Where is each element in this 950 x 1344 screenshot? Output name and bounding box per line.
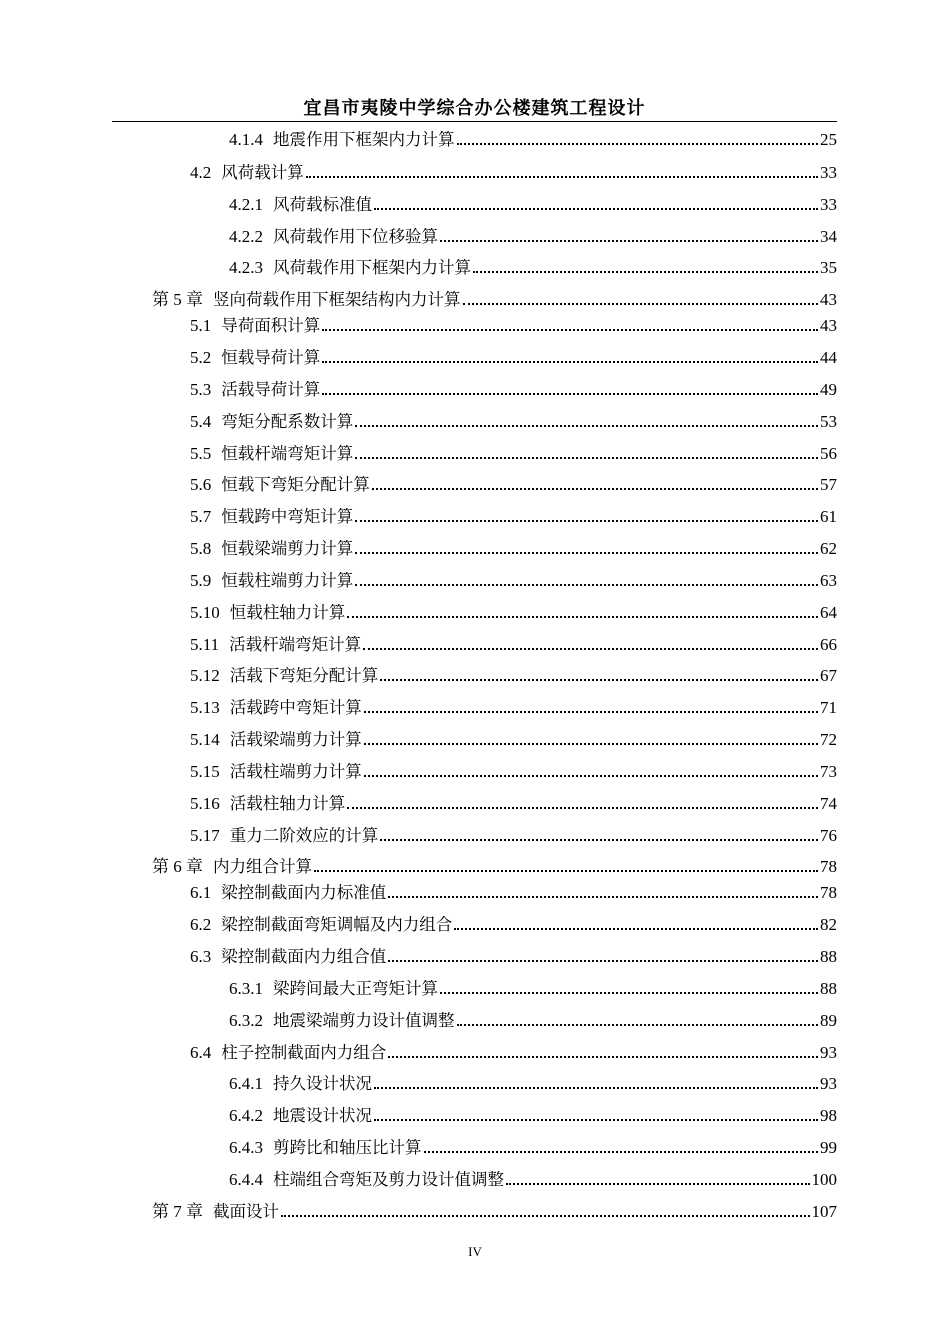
toc-entry-page-number: 71	[820, 698, 837, 717]
toc-entry-label: 弯矩分配系数计算	[221, 412, 354, 431]
toc-dot-leader	[347, 616, 818, 618]
header-rule	[112, 121, 837, 122]
toc-dot-leader	[506, 1183, 810, 1185]
toc-entry-page-number: 66	[820, 635, 837, 654]
toc-entry-page-number: 107	[811, 1202, 837, 1221]
toc-entry[interactable]	[152, 1201, 837, 1223]
toc-entry-page-number: 76	[820, 826, 837, 845]
toc-entry-page-number: 74	[820, 794, 837, 813]
toc-entry-label: 风荷载标准值	[273, 195, 372, 214]
toc-dot-leader	[388, 896, 818, 898]
toc-entry-number: 5.2	[190, 348, 212, 367]
toc-entry-number: 6.2	[190, 915, 212, 934]
toc-entry-page-number: 98	[820, 1106, 837, 1125]
toc-entry-label: 活载杆端弯矩计算	[229, 635, 362, 654]
toc-entry-number: 6.4.2	[229, 1106, 263, 1125]
toc-entry-page-number: 63	[820, 571, 837, 590]
toc-entry-number: 5.11	[190, 635, 220, 654]
toc-entry[interactable]	[229, 1073, 837, 1095]
toc-dot-leader	[306, 176, 818, 178]
toc-dot-leader	[388, 1056, 818, 1058]
toc-entry[interactable]	[190, 634, 837, 656]
toc-dot-leader	[322, 361, 818, 363]
toc-dot-leader	[322, 329, 818, 331]
toc-entry-label: 梁跨间最大正弯矩计算	[273, 979, 438, 998]
toc-entry-number: 6.4.1	[229, 1074, 263, 1093]
toc-entry-number: 5.10	[190, 603, 220, 622]
toc-entry-page-number: 61	[820, 507, 837, 526]
toc-entry[interactable]	[229, 1137, 837, 1159]
toc-entry-label: 梁控制截面内力标准值	[221, 883, 387, 902]
toc-entry[interactable]	[190, 793, 837, 815]
toc-dot-leader	[355, 425, 818, 427]
toc-dot-leader	[355, 520, 818, 522]
toc-entry[interactable]	[229, 257, 837, 279]
toc-entry-page-number: 99	[820, 1138, 837, 1157]
toc-entry-label: 内力组合计算	[213, 857, 312, 876]
toc-entry[interactable]	[229, 1169, 837, 1191]
toc-entry-page-number: 33	[820, 195, 837, 214]
toc-entry-number: 5.12	[190, 666, 220, 685]
toc-entry-number: 5.15	[190, 762, 220, 781]
toc-entry-label: 导荷面积计算	[221, 316, 321, 335]
toc-entry-label: 风荷载作用下位移验算	[273, 227, 438, 246]
toc-entry-number: 5.1	[190, 316, 212, 335]
toc-dot-leader	[322, 393, 818, 395]
toc-entry-label: 恒载梁端剪力计算	[221, 539, 354, 558]
toc-entry-page-number: 73	[820, 762, 837, 781]
toc-entry-number: 5.16	[190, 794, 220, 813]
toc-entry[interactable]	[190, 443, 837, 465]
page-header-title: 宜昌市夷陵中学综合办公楼建筑工程设计	[303, 98, 646, 119]
toc-entry[interactable]	[229, 194, 837, 216]
toc-entry-label: 地震梁端剪力设计值调整	[273, 1011, 455, 1030]
toc-dot-leader	[281, 1215, 810, 1217]
toc-entry-number: 5.3	[190, 380, 212, 399]
toc-entry-label: 活载梁端剪力计算	[229, 730, 362, 749]
toc-entry-label: 竖向荷载作用下框架结构内力计算	[213, 290, 461, 309]
toc-entry-page-number: 88	[820, 947, 837, 966]
toc-entry-number: 4.2.2	[229, 227, 263, 246]
toc-entry[interactable]	[190, 347, 837, 369]
toc-entry-label: 活载下弯矩分配计算	[229, 666, 379, 685]
toc-entry-number: 4.1.4	[229, 130, 263, 149]
toc-entry-page-number: 33	[820, 163, 837, 182]
toc-entry[interactable]	[190, 914, 837, 936]
toc-entry-label: 风荷载计算	[221, 163, 304, 182]
toc-entry-label: 截面设计	[213, 1202, 279, 1221]
toc-entry[interactable]	[190, 1042, 837, 1064]
toc-dot-leader	[374, 208, 818, 210]
toc-entry[interactable]	[190, 665, 837, 687]
toc-entry[interactable]	[190, 946, 837, 968]
toc-entry-page-number: 53	[820, 412, 837, 431]
toc-dot-leader	[374, 1119, 818, 1121]
toc-entry[interactable]	[152, 856, 837, 878]
toc-entry-label: 恒载导荷计算	[221, 348, 321, 367]
toc-dot-leader	[380, 839, 818, 841]
toc-entry-number: 6.3.1	[229, 979, 263, 998]
toc-entry-page-number: 88	[820, 979, 837, 998]
toc-entry-page-number: 64	[820, 603, 837, 622]
toc-entry-number: 5.9	[190, 571, 212, 590]
toc-entry-number: 5.14	[190, 730, 220, 749]
toc-entry-label: 活载柱轴力计算	[229, 794, 346, 813]
toc-entry-label: 剪跨比和轴压比计算	[273, 1138, 422, 1157]
toc-dot-leader	[372, 488, 818, 490]
toc-entry-number: 4.2.3	[229, 258, 263, 277]
toc-dot-leader	[440, 240, 818, 242]
toc-entry-page-number: 43	[820, 290, 837, 309]
toc-entry-number: 5.7	[190, 507, 212, 526]
toc-entry-label: 柱子控制截面内力组合	[221, 1043, 387, 1062]
toc-dot-leader	[457, 1024, 819, 1026]
toc-entry-number: 第 5 章	[152, 290, 203, 309]
toc-entry-page-number: 82	[820, 915, 837, 934]
toc-entry-page-number: 100	[811, 1170, 837, 1189]
toc-dot-leader	[473, 271, 818, 273]
toc-entry-label: 恒载下弯矩分配计算	[221, 475, 370, 494]
toc-entry-page-number: 93	[820, 1074, 837, 1093]
toc-entry-page-number: 25	[820, 130, 837, 149]
toc-entry-label: 恒载柱轴力计算	[229, 603, 346, 622]
toc-entry-number: 5.4	[190, 412, 212, 431]
toc-entry-label: 地震作用下框架内力计算	[273, 130, 455, 149]
toc-entry[interactable]	[190, 162, 837, 184]
toc-entry-page-number: 72	[820, 730, 837, 749]
toc-entry[interactable]	[190, 411, 837, 433]
toc-dot-leader	[355, 552, 818, 554]
toc-entry-number: 6.4	[190, 1043, 212, 1062]
toc-entry-page-number: 78	[820, 883, 837, 902]
toc-entry-label: 活载柱端剪力计算	[229, 762, 362, 781]
toc-dot-leader	[457, 143, 819, 145]
toc-entry-page-number: 44	[820, 348, 837, 367]
toc-dot-leader	[355, 584, 818, 586]
toc-entry[interactable]	[190, 761, 837, 783]
toc-entry-number: 6.4.3	[229, 1138, 263, 1157]
toc-dot-leader	[364, 711, 818, 713]
toc-entry-label: 梁控制截面弯矩调幅及内力组合	[221, 915, 453, 934]
toc-entry-number: 5.8	[190, 539, 212, 558]
toc-entry-label: 风荷载作用下框架内力计算	[273, 258, 471, 277]
toc-entry-label: 梁控制截面内力组合值	[221, 947, 387, 966]
toc-entry-label: 活载跨中弯矩计算	[229, 698, 362, 717]
toc-entry[interactable]	[190, 825, 837, 847]
toc-dot-leader	[374, 1087, 818, 1089]
toc-dot-leader	[454, 928, 818, 930]
toc-entry-label: 恒载柱端剪力计算	[221, 571, 354, 590]
toc-entry-page-number: 78	[820, 857, 837, 876]
toc-entry-page-number: 43	[820, 316, 837, 335]
toc-dot-leader	[314, 870, 818, 872]
toc-dot-leader	[463, 303, 819, 305]
toc-entry-number: 第 7 章	[152, 1202, 203, 1221]
toc-entry-page-number: 56	[820, 444, 837, 463]
toc-entry-number: 5.17	[190, 826, 220, 845]
toc-entry[interactable]	[190, 729, 837, 751]
toc-entry[interactable]	[229, 1105, 837, 1127]
toc-dot-leader	[355, 457, 818, 459]
toc-dot-leader	[347, 807, 818, 809]
toc-entry[interactable]	[190, 379, 837, 401]
toc-entry-number: 6.3	[190, 947, 212, 966]
toc-entry-page-number: 62	[820, 539, 837, 558]
toc-entry-page-number: 89	[820, 1011, 837, 1030]
toc-entry-page-number: 93	[820, 1043, 837, 1062]
toc-entry[interactable]	[229, 978, 837, 1000]
toc-entry-label: 恒载跨中弯矩计算	[221, 507, 354, 526]
toc-entry-number: 6.4.4	[229, 1170, 263, 1189]
toc-entry-label: 柱端组合弯矩及剪力设计值调整	[273, 1170, 504, 1189]
toc-entry-number: 5.13	[190, 698, 220, 717]
toc-dot-leader	[363, 648, 818, 650]
toc-dot-leader	[388, 960, 818, 962]
toc-entry[interactable]	[190, 315, 837, 337]
toc-entry-number: 6.1	[190, 883, 212, 902]
toc-entry[interactable]	[190, 570, 837, 592]
toc-entry[interactable]	[152, 289, 837, 311]
toc-entry-page-number: 57	[820, 475, 837, 494]
toc-entry-page-number: 34	[820, 227, 837, 246]
toc-entry-number: 5.6	[190, 475, 212, 494]
toc-entry-label: 活载导荷计算	[221, 380, 321, 399]
toc-entry-number: 5.5	[190, 444, 212, 463]
toc-entry-page-number: 35	[820, 258, 837, 277]
toc-entry[interactable]	[229, 1010, 837, 1032]
toc-entry-number: 4.2.1	[229, 195, 263, 214]
toc-entry-label: 持久设计状况	[273, 1074, 372, 1093]
toc-dot-leader	[424, 1151, 819, 1153]
toc-entry[interactable]	[229, 129, 837, 151]
toc-dot-leader	[364, 743, 818, 745]
toc-entry-page-number: 67	[820, 666, 837, 685]
toc-dot-leader	[380, 679, 818, 681]
toc-entry-number: 第 6 章	[152, 857, 203, 876]
toc-dot-leader	[440, 992, 818, 994]
toc-entry-number: 6.3.2	[229, 1011, 263, 1030]
toc-dot-leader	[364, 775, 818, 777]
toc-entry[interactable]	[229, 226, 837, 248]
toc-entry[interactable]	[190, 474, 837, 496]
toc-entry-label: 重力二阶效应的计算	[229, 826, 379, 845]
toc-entry-label: 恒载杆端弯矩计算	[221, 444, 354, 463]
toc-entry[interactable]	[190, 538, 837, 560]
toc-entry[interactable]	[190, 602, 837, 624]
toc-entry[interactable]	[190, 697, 837, 719]
toc-entry[interactable]	[190, 506, 837, 528]
footer-page-number: IV	[468, 1244, 482, 1259]
toc-entry-number: 4.2	[190, 163, 212, 182]
toc-entry[interactable]	[190, 882, 837, 904]
toc-entry-page-number: 49	[820, 380, 837, 399]
toc-entry-label: 地震设计状况	[273, 1106, 372, 1125]
